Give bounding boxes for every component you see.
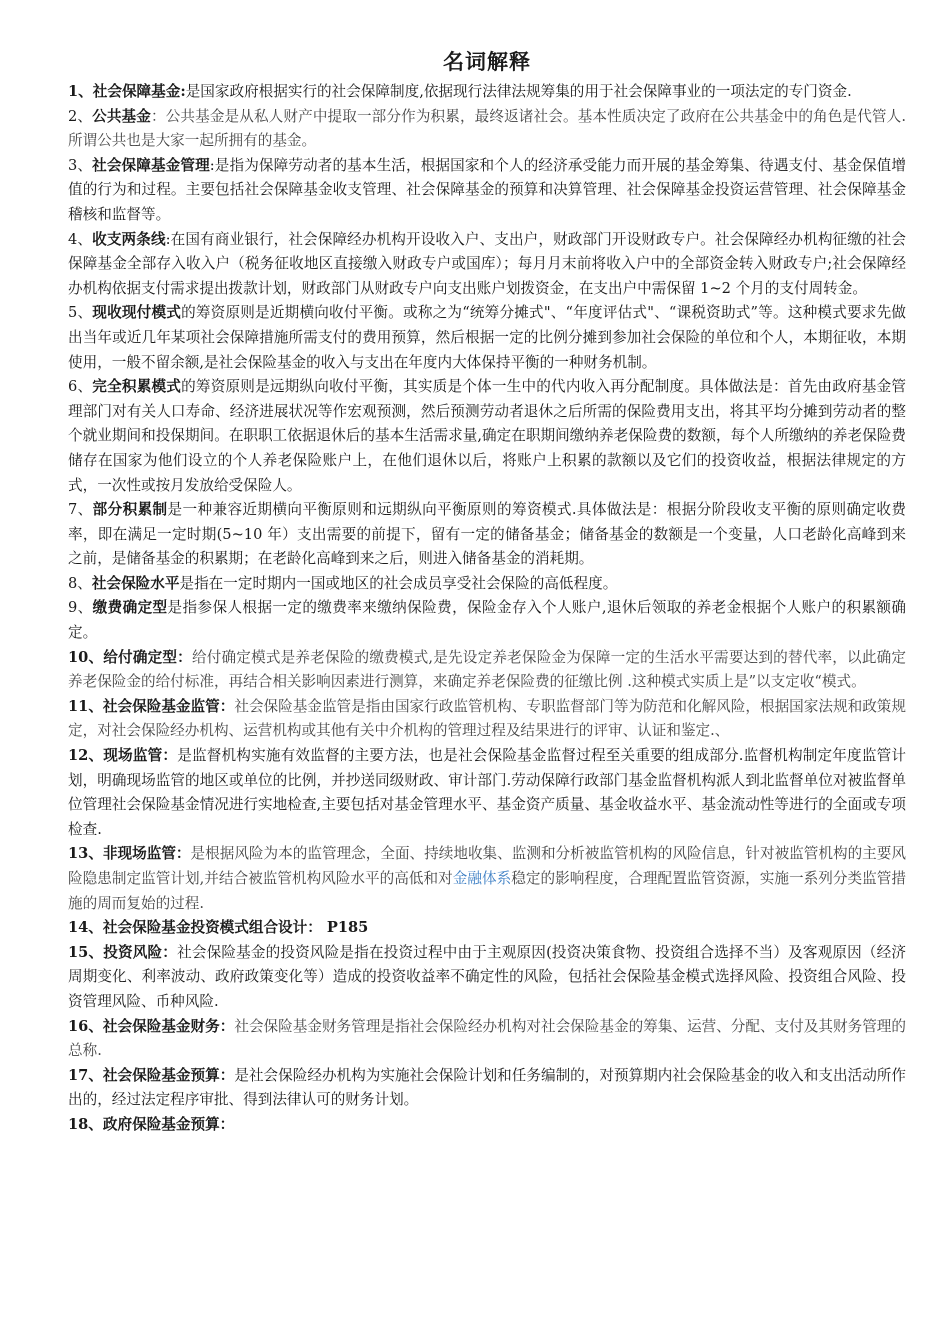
entry-13 (68, 842, 906, 916)
entry-number: 16、 (68, 1017, 103, 1035)
entry-body: 是监督机构实施有效监督的主要方法，也是社会保险基金监督过程至关重要的组成部分.监督机构制定年度监管计划，明确现场监管的地区或单位的比例，并抄送同级财政、审计部门.劳动保障行政部门基金监督机构派人到北监督单位对被监督单位管理社会保险基金情况进行实地检查,主要包括对基金管理水平、基金资产质量、基金收益水平、基金流动性等进行的全面或专项检查. (68, 747, 906, 838)
entry-5 (68, 301, 906, 375)
entry-18 (68, 1113, 906, 1138)
entry-number: 8、 (68, 574, 92, 592)
entry-number: 9、 (68, 599, 93, 617)
entry-2 (68, 105, 906, 154)
entry-body-continued: 稳定的影响程度，合理配置监管资源，实施一系列分类监管措施的周而复始的过程. (68, 870, 906, 912)
entry-term: 社会保险水平 (91, 574, 180, 592)
entry-term: 部分积累制 (92, 501, 168, 519)
entry-number: 12、 (68, 747, 104, 765)
entry-number: 14、 (68, 919, 103, 937)
entry-term: 社会保险基金预算： (102, 1066, 235, 1084)
entry-body: 是根据风险为本的监管理念，全面、持续地收集、监测和分析被监管机构的风险信息，针对被监管机构的主要风险隐患制定监管计划,并结合被监管机构风险水平的高低和对 (68, 845, 906, 887)
entry-body: 是指在一定时期内一国或地区的社会成员享受社会保险的高低程度。 (179, 574, 618, 592)
entry-number: 17、 (68, 1066, 103, 1084)
entry-number: 6、 (68, 378, 93, 396)
entry-number: 1、 (68, 83, 93, 100)
entry-number: 11、 (68, 697, 103, 715)
entry-term: 社会保险基金监管： (102, 697, 235, 715)
entry-body: 社会保险基金监管是指由国家行政监管机构、专职监督部门等为防范和化解风险，根据国家法规和政策规定，对社会保险经办机构、运营机构或其他有关中介机构的管理过程及结果进行的评审、认证和鉴定.、 (68, 697, 906, 740)
entry-term: 政府保险基金预算： (102, 1115, 235, 1133)
entry-16 (68, 1015, 906, 1064)
entry-15 (68, 941, 906, 1015)
entry-term: 公共基金 (92, 107, 151, 125)
entry-number: 15、 (68, 943, 104, 961)
entry-3 (68, 154, 906, 228)
entry-term: 非现场监管： (102, 845, 191, 863)
page-title: 名词解释 (443, 49, 531, 74)
entry-11 (68, 695, 906, 744)
entry-4 (68, 228, 906, 302)
entry-6 (68, 375, 906, 498)
entry-term: 社会保险基金财务： (102, 1017, 235, 1035)
entry-number: 5、 (68, 304, 93, 322)
entry-body: 的筹资原则是近期横向收付平衡。或称之为“统筹分摊式"、“年度评估式"、“课税资助式”等。这种模式要求先做出当年或近几年某项社会保障措施所需支付的费用预算，然后根据一定的比例分摊到参加社会保险的单位和个人，本期征收，本期使用，一般不留余额,是社会保险基金的收入与支出在年度内大体保持平衡的一种财务机制。 (68, 304, 906, 371)
entry-body: 是国家政府根据实行的社会保障制度,依据现行法律法规筹集的用于社会保障事业的一项法定的专门资金. (185, 83, 852, 100)
entry-9 (68, 596, 906, 645)
entry-1 (68, 80, 906, 105)
entry-12 (68, 744, 906, 842)
entry-number: 2、 (68, 107, 93, 125)
entry-body: 是社会保险经办机构为实施社会保险计划和任务编制的，对预算期内社会保险基金的收入和支出活动所作出的，经过法定程序审批、得到法律认可的财务计划。 (68, 1066, 906, 1109)
entry-body: 给付确定模式是养老保险的缴费模式,是先设定养老保险金为保障一定的生活水平需要达到的替代率，以此确定养老保险金的给付标准，再结合相关影响因素进行测算，来确定养老保险费的征缴比例 .这种模式实质上是”以支定收“模式。 (68, 648, 906, 691)
entry-number: 13、 (68, 845, 103, 863)
entry-body: :是指为保障劳动者的基本生活，根据国家和个人的经济承受能力而开展的基金筹集、待遇支付、基金保值增值的行为和过程。主要包括社会保障基金收支管理、社会保障基金的预算和决算管理、社会保障基金投资运营管理、社会保障基金稽核和监督等。 (68, 156, 906, 223)
entry-number: 10、 (68, 648, 104, 666)
entry-8 (68, 572, 906, 597)
entry-term: 给付确定型： (103, 648, 192, 666)
entry-term: 现收现付模式 (92, 304, 182, 322)
entry-body: 的筹资原则是远期纵向收付平衡，其实质是个体一生中的代内收入再分配制度。具体做法是：首先由政府基金管理部门对有关人口寿命、经济进展状况等作宏观预测，然后预测劳动者退休之后所需的保险费用支出，将其平均分摊到劳动者的整个就业期间和投保期间。在职职工依据退休后的基本生活需求量,确定在职期间缴纳养老保险费的数额，每个人所缴纳的养老保险费储存在国家为他们设立的个人养老保险账户上，在他们退休以后，将账户上积累的款额以及它们的投资收益，根据法律规定的方式，一次性或按月发放给受保险人。 (68, 378, 906, 494)
entry-number: 4、 (68, 230, 93, 248)
entry-number: 18、 (68, 1115, 103, 1133)
entry-14 (68, 916, 906, 941)
entry-body: :在国有商业银行，社会保障经办机构开设收入户、支出户，财政部门开设财政专户。社会保障经办机构征缴的社会保障基金全部存入收入户（税务征收地区直接缴入财政专户或国库）；每月月末前将收入户中的全部资金转入财政专户;社会保障经办机构依据支付需求提出拨款计划，财政部门从财政专户向支出账户划拨资金，在支出户中需保留 1~2 个月的支付周转金。 (68, 230, 906, 297)
entry-17 (68, 1064, 906, 1113)
entry-number: 3、 (68, 156, 93, 174)
entry-term: 社会保障基金管理 (92, 156, 210, 174)
entry-number: 7、 (68, 501, 93, 519)
entry-term: 现场监管： (103, 747, 178, 765)
entry-body: 社会保险基金财务管理是指社会保险经办机构对社会保险基金的筹集、运营、分配、支付及其财务管理的总称. (68, 1017, 906, 1060)
entry-term: 缴费确定型 (92, 599, 168, 617)
financial-system-link[interactable]: 金融体系 (452, 870, 512, 887)
entry-term: 投资风险： (103, 943, 178, 961)
entry-term: 社会保险基金投资模式组合设计： P185 (102, 919, 369, 937)
document-page (68, 48, 906, 1138)
entry-term: 收支两条线 (92, 230, 166, 248)
entry-body: 是一种兼容近期横向平衡原则和远期纵向平衡原则的筹资模式.具体做法是：根据分阶段收支平衡的原则确定收费率，即在满足一定时期(5~10 年）支出需要的前提下，留有一定的储备基金；储备基金的数额是一个变量，人口老龄化高峰到来之前，是储备基金的积累期；在老龄化高峰到来之后，则进入储备基金的消耗期。 (68, 501, 906, 568)
entry-10 (68, 646, 906, 695)
entry-7 (68, 498, 906, 572)
entry-term: 完全积累模式 (92, 378, 182, 396)
entry-body: ：公共基金是从私人财产中提取一部分作为积累，最终返诸社会。基本性质决定了政府在公共基金中的角色是代管人.所谓公共也是大家一起所拥有的基金。 (68, 107, 906, 150)
entry-term: 社会保障基金: (92, 83, 186, 100)
entry-body: 社会保险基金的投资风险是指在投资过程中由于主观原因(投资决策食物、投资组合选择不当）及客观原因（经济周期变化、利率波动、政府政策变化等）造成的投资收益率不确定性的风险，包括社会保险基金模式选择风险、投资组合风险、投资管理风险、币种风险. (68, 943, 907, 1010)
entry-body: 是指参保人根据一定的缴费率来缴纳保险费，保险金存入个人账户,退休后领取的养老金根据个人账户的积累额确定。 (68, 599, 906, 642)
